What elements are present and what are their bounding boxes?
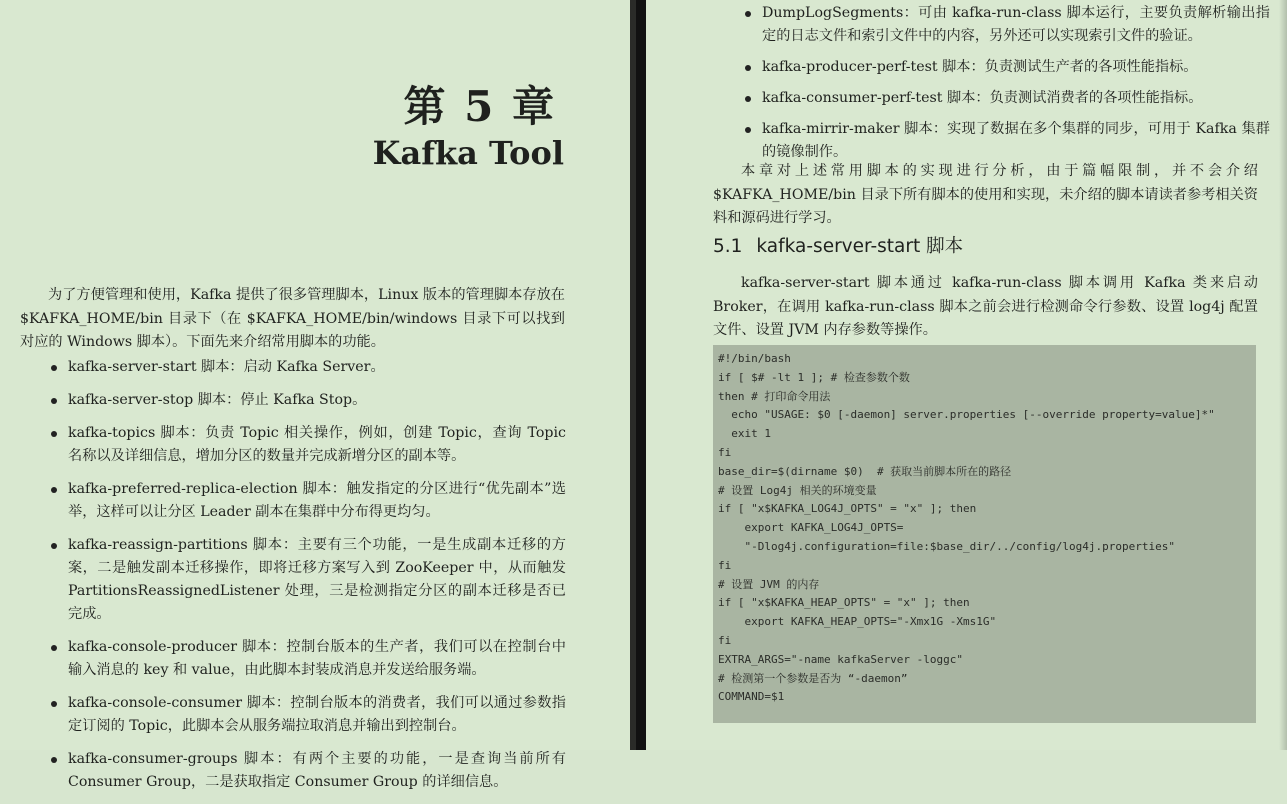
bullet-icon xyxy=(745,127,751,133)
bullet-icon xyxy=(51,543,57,549)
left-bullet-list xyxy=(48,356,566,804)
bullet-text: kafka-console-consumer 脚本：控制台版本的消费者，我们可以通过参数指定订阅的 Topic，此脚本会从服务端拉取消息并输出到控制台。 xyxy=(68,695,566,734)
code-line: #!/bin/bash xyxy=(718,352,791,365)
code-line: if [ "x$KAFKA_LOG4J_OPTS" = "x" ]; then xyxy=(718,502,977,516)
summary-paragraph: 本章对上述常用脚本的实现进行分析，由于篇幅限制，并不会介绍 $KAFKA_HOME/bin 目录下所有脚本的使用和实现，未介绍的脚本请读者参考相关资料和源码进行学习。 xyxy=(713,163,1258,226)
bullet-icon xyxy=(51,701,57,707)
bullet-text: kafka-reassign-partitions 脚本：主要有三个功能，一是生成副本迁移的方案，二是触发副本迁移操作，即将迁移方案写入到 ZooKeeper 中，从而触发 PartitionsReassignedListener 处理，三是检测指定分区的副本迁移是否已完成。 xyxy=(68,537,566,622)
list-item xyxy=(48,636,566,682)
code-line: export KAFKA_LOG4J_OPTS= xyxy=(718,521,904,535)
code-line: if [ $# -lt 1 ]; # 检查参数个数 xyxy=(718,370,910,384)
code-line: # 设置 Log4j 相关的环境变量 xyxy=(718,483,877,497)
code-line: fi xyxy=(718,445,732,459)
list-item xyxy=(742,2,1270,48)
right-page xyxy=(646,0,1287,750)
bullet-icon xyxy=(745,11,751,17)
bullet-icon xyxy=(51,487,57,493)
code-line: # 检测第一个参数是否为 “-daemon” xyxy=(718,671,908,685)
bullet-icon xyxy=(51,645,57,651)
bullet-icon xyxy=(51,431,57,437)
section-heading xyxy=(713,232,963,258)
list-item xyxy=(48,478,566,524)
code-line: COMMAND=$1 xyxy=(718,690,785,704)
bullet-icon xyxy=(51,757,57,763)
list-item xyxy=(48,748,566,794)
bullet-text: kafka-server-stop 脚本：停止 Kafka Stop。 xyxy=(68,392,367,408)
list-item xyxy=(48,389,566,412)
bullet-text: kafka-mirrir-maker 脚本：实现了数据在多个集群的同步，可用于 Kafka 集群的镜像制作。 xyxy=(762,121,1270,160)
chapter-number: 第 5 章 xyxy=(403,82,556,131)
code-line: fi xyxy=(718,558,732,572)
left-page xyxy=(0,0,630,790)
bullet-text: kafka-consumer-groups 脚本：有两个主要的功能，一是查询当前所有 Consumer Group，二是获取指定 Consumer Group 的详细信息。 xyxy=(68,751,566,790)
list-item xyxy=(742,87,1270,110)
code-line: if [ "x$KAFKA_HEAP_OPTS" = "x" ]; then xyxy=(718,596,970,610)
chapter-title: Kafka Tool xyxy=(372,134,564,172)
bullet-text: kafka-topics 脚本：负责 Topic 相关操作，例如，创建 Topic，查询 Topic 名称以及详细信息，增加分区的数量并完成新增分区的副本等。 xyxy=(68,425,566,464)
section-title: kafka-server-start 脚本 xyxy=(756,236,964,257)
bullet-icon xyxy=(51,398,57,404)
code-line: "-Dlog4j.configuration=file:$base_dir/../config/log4j.properties" xyxy=(718,539,1175,553)
code-line: base_dir=$(dirname $0) # 获取当前脚本所在的路径 xyxy=(718,464,1012,478)
list-item xyxy=(48,356,566,379)
bullet-text: kafka-producer-perf-test 脚本：负责测试生产者的各项性能指标。 xyxy=(762,59,1198,75)
book-spine xyxy=(636,0,646,750)
bullet-text: kafka-preferred-replica-election 脚本：触发指定的分区进行“优先副本”选举，这样可以让分区 Leader 副本在集群中分布得更均匀。 xyxy=(68,481,566,520)
code-line: echo "USAGE: $0 [-daemon] server.properties [--override property=value]*" xyxy=(718,408,1215,422)
bullet-icon xyxy=(51,365,57,371)
list-item xyxy=(48,692,566,738)
list-item xyxy=(742,118,1270,164)
code-line: export KAFKA_HEAP_OPTS="-Xmx1G -Xms1G" xyxy=(718,615,997,629)
bullet-text: kafka-consumer-perf-test 脚本：负责测试消费者的各项性能指标。 xyxy=(762,90,1203,106)
code-block xyxy=(713,345,1256,723)
page-edge-shadow xyxy=(1279,0,1287,750)
bullet-text: kafka-console-producer 脚本：控制台版本的生产者，我们可以在控制台中输入消息的 key 和 value，由此脚本封装成消息并发送给服务端。 xyxy=(68,639,566,678)
bullet-icon xyxy=(745,65,751,71)
code-line: then # 打印命令用法 xyxy=(718,389,831,403)
list-item xyxy=(48,534,566,626)
right-bullet-list xyxy=(742,2,1270,172)
list-item xyxy=(48,422,566,468)
code-line: fi xyxy=(718,633,732,647)
intro-paragraph: 为了方便管理和使用，Kafka 提供了很多管理脚本，Linux 版本的管理脚本存放在 $KAFKA_HOME/bin 目录下（在 $KAFKA_HOME/bin/windows 目录下可以找到对应的 Windows 脚本）。下面先来介绍常用脚本的功能。 xyxy=(20,287,565,350)
bullet-text: kafka-server-start 脚本：启动 Kafka Server。 xyxy=(68,359,385,375)
code-line: EXTRA_ARGS="-name kafkaServer -loggc" xyxy=(718,652,964,666)
bullet-icon xyxy=(745,96,751,102)
code-line: exit 1 xyxy=(718,427,771,441)
bullet-text: DumpLogSegments：可由 kafka-run-class 脚本运行，主要负责解析输出指定的日志文件和索引文件中的内容，另外还可以实现索引文件的验证。 xyxy=(762,5,1270,44)
code-line: # 设置 JVM 的内存 xyxy=(718,577,820,591)
list-item xyxy=(742,56,1270,79)
section-paragraph: kafka-server-start 脚本通过 kafka-run-class 脚本调用 Kafka 类来启动 Broker，在调用 kafka-run-class 脚本之前会进行检测命令行参数、设置 log4j 配置文件、设置 JVM 内存参数等操作。 xyxy=(713,275,1258,338)
section-number: 5.1 xyxy=(713,236,743,257)
